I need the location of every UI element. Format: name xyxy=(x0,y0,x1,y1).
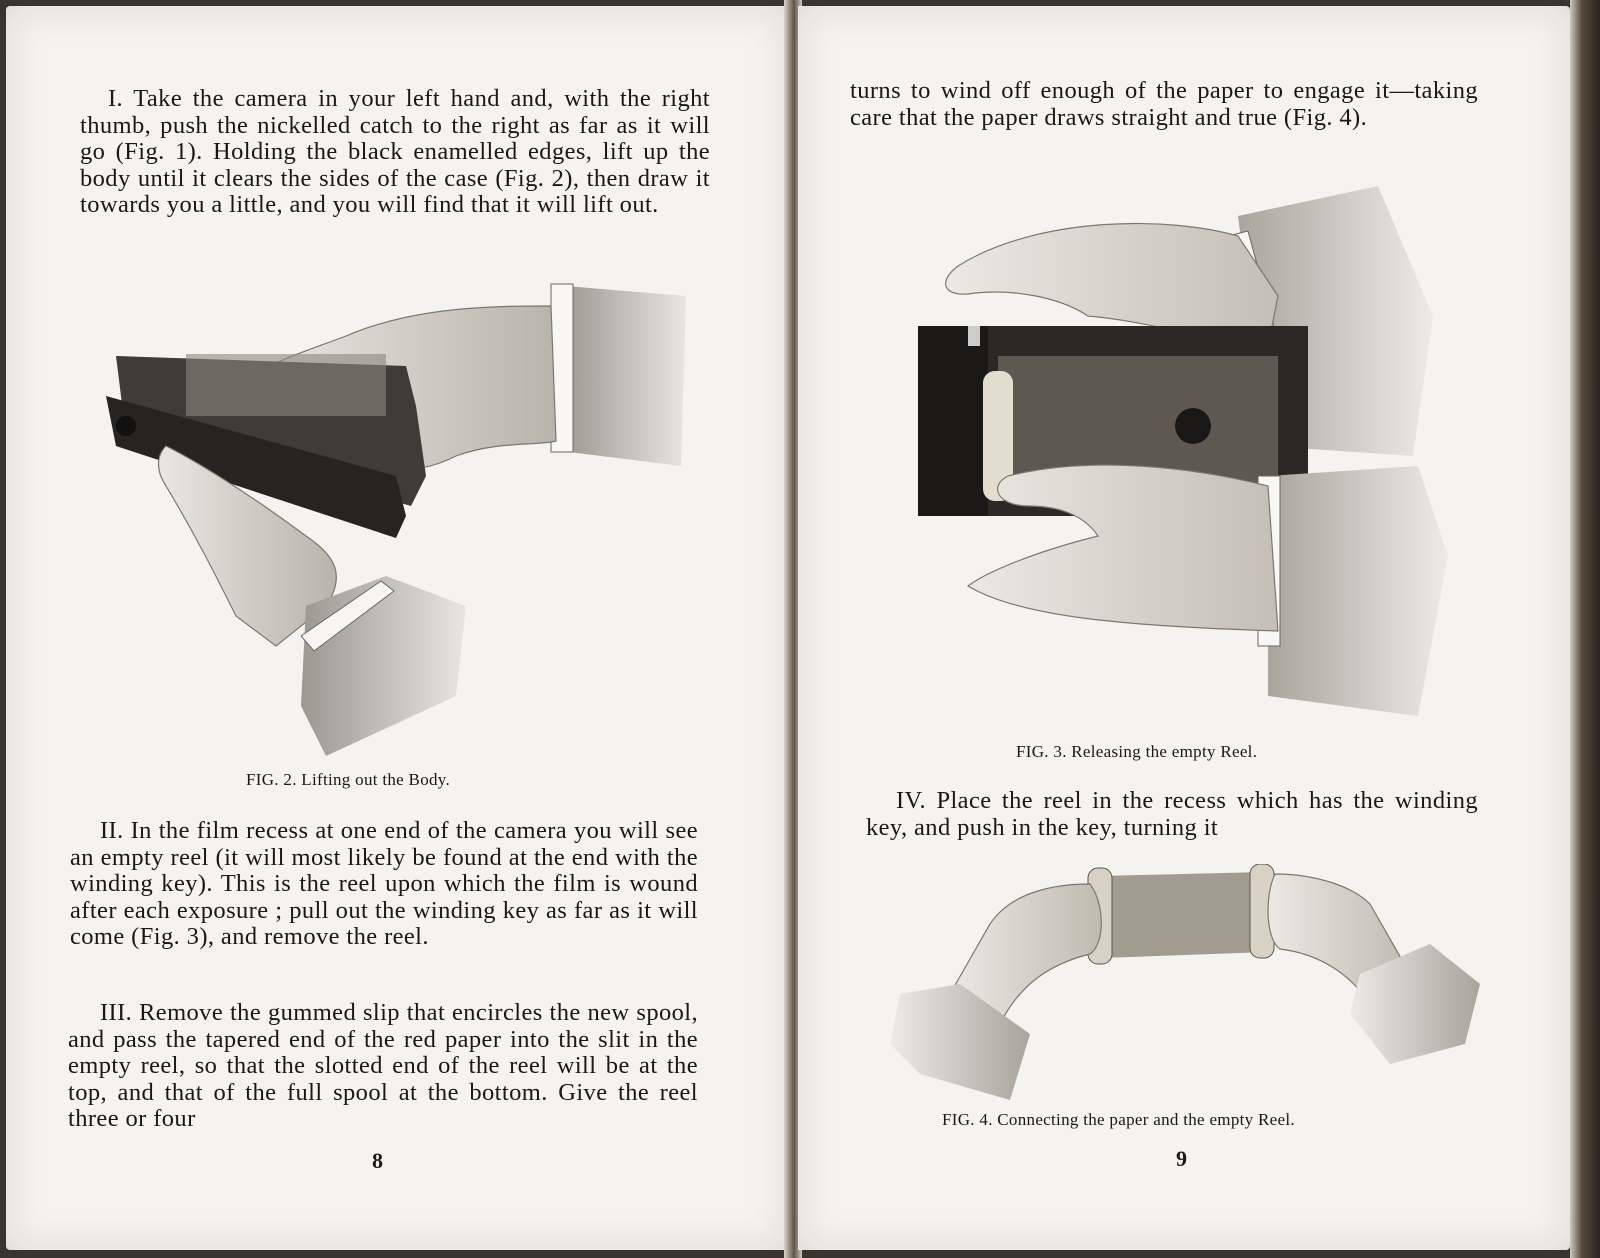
page-number-8: 8 xyxy=(372,1148,383,1173)
figure-2-caption: FIG. 2. Lifting out the Body. xyxy=(246,770,451,789)
left-paragraph-1: I. Take the camera in your left hand and, with the right thumb, push the nickelled catch to the right as far as it will go (Fig. 1). Holding the black enamelled edges, lift up the body until it clears the sides of the case (Fig. 2), then draw it towards you a little, and you will find that it will lift out. xyxy=(80,85,710,219)
page-number-9: 9 xyxy=(1176,1146,1187,1171)
figure-4-connecting-paper xyxy=(890,864,1490,1100)
figure-2-illustration xyxy=(96,276,686,756)
left-paragraph-2: II. In the film recess at one end of the camera you will see an empty reel (it will most likely be found at the end with the winding key). This is the reel upon which the film is wound after each exposure ; pull out the winding key as far as it will come (Fig. 3), and remove the reel. xyxy=(70,817,698,951)
figure-3-illustration xyxy=(888,176,1458,726)
right-paragraph-1: turns to wind off enough of the paper to engage it—taking care that the paper draws straight and true (Fig. 4). xyxy=(850,77,1478,131)
figure-4-caption: FIG. 4. Connecting the paper and the empty Reel. xyxy=(942,1110,1295,1129)
right-paragraph-2: IV. Place the reel in the recess which has the winding key, and push in the key, turning it xyxy=(866,787,1478,841)
figure-3-releasing-reel xyxy=(888,176,1458,726)
right-page xyxy=(798,6,1570,1250)
book-edge xyxy=(1570,0,1600,1258)
figure-3-caption: FIG. 3. Releasing the empty Reel. xyxy=(1016,742,1258,761)
figure-2-lifting-body xyxy=(96,276,686,756)
figure-4-illustration xyxy=(890,864,1490,1100)
left-paragraph-3: III. Remove the gummed slip that encircles the new spool, and pass the tapered end of the red paper into the slit in the empty reel, so that the slotted end of the reel will be at the top, and that of the full spool at the bottom. Give the reel three or four xyxy=(68,999,698,1133)
left-page xyxy=(6,6,788,1250)
